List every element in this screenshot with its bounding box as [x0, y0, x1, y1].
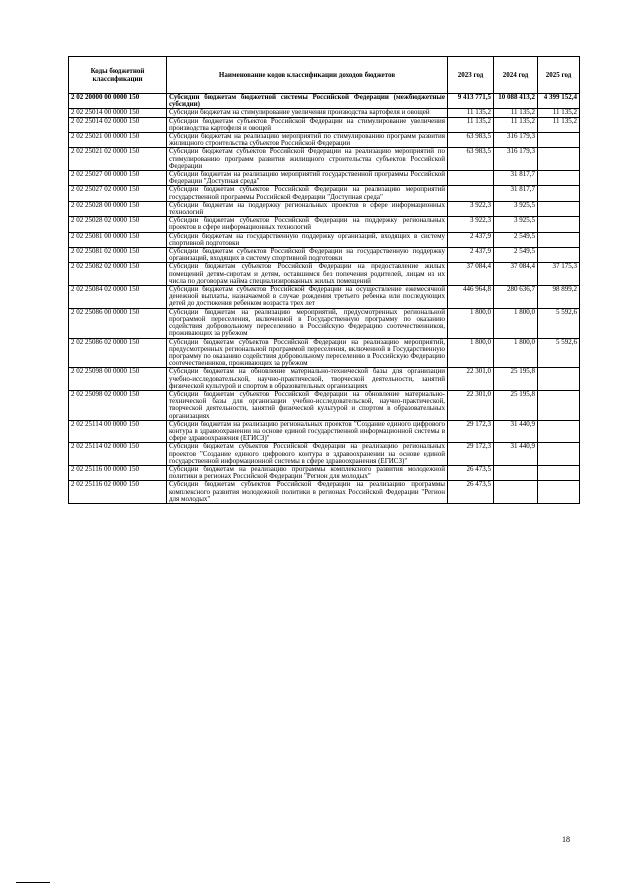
row-name: Субсидии бюджетам на реализацию мероприятий, предусмотренных региональной программой переселения, включенной в Государственную программу по оказанию содействия добровольному переселению в Российскую Федерацию соотечественников, проживающих за рубежом: [167, 308, 448, 338]
row-value-2024: 3 925,5: [494, 201, 538, 216]
row-value-2024: 2 549,5: [494, 248, 538, 263]
row-value-2023: 9 413 771,5: [448, 94, 494, 109]
row-name: Субсидии бюджетам на реализацию мероприятий государственной программы Российской Федерации "Доступная среда": [167, 171, 448, 186]
table-row: [69, 368, 580, 391]
table-row: [69, 109, 580, 117]
table-row: [69, 390, 580, 420]
row-name: Субсидии бюджетам субъектов Российской Федерации на государственную поддержку организаций, входящих в систему спортивной подготовки: [167, 248, 448, 263]
row-value-2024: 1 800,0: [494, 338, 538, 368]
row-code: 2 02 25021 00 0000 150: [69, 133, 167, 148]
row-value-2024: 3 925,5: [494, 217, 538, 232]
row-value-2025: [538, 217, 580, 232]
row-value-2025: [538, 465, 580, 480]
row-value-2025: 4 399 152,4: [538, 94, 580, 109]
row-value-2024: 316 179,3: [494, 133, 538, 148]
row-value-2025: [538, 481, 580, 504]
row-code: 2 02 25098 02 0000 150: [69, 390, 167, 420]
table-row: [69, 148, 580, 171]
row-name: Субсидии бюджетам на стимулирование увеличения производства картофеля и овощей: [167, 109, 448, 117]
header-2025: 2025 год: [538, 57, 580, 94]
row-code: 2 02 25027 00 0000 150: [69, 171, 167, 186]
row-value-2023: 3 922,3: [448, 201, 494, 216]
header-code: Коды бюджетной классификации: [69, 57, 167, 94]
row-value-2025: [538, 420, 580, 443]
row-value-2025: [538, 248, 580, 263]
row-name: Субсидии бюджетам субъектов Российской Федерации на реализацию мероприятий, предусмотренных региональной программой переселения, включенной в Государственную программу по оказанию содействия добровольному переселению в Российскую Федерацию соотечественников, проживающих за рубежом: [167, 338, 448, 368]
row-name: Субсидии бюджетам на обновление материально-технической базы для организации учебно-исследовательской, научно-практической, творческой деятельности, занятий физической культурой и спортом в образовательных организациях: [167, 368, 448, 391]
row-code: 2 02 25028 00 0000 150: [69, 201, 167, 216]
row-name: Субсидии бюджетам субъектов Российской Федерации на реализацию программы комплексного развития молодежной политики в регионах Российской Федерации "Регион для молодых": [167, 481, 448, 504]
row-name: Субсидии бюджетам на поддержку региональных проектов в сфере информационных технологий: [167, 201, 448, 216]
table-row: [69, 420, 580, 443]
row-name: Субсидии бюджетам субъектов Российской Федерации на обновление материально-технической базы для организации учебно-исследовательской, научно-практической, творческой деятельности, занятий физической культурой и спортом в образовательных организациях: [167, 390, 448, 420]
row-value-2023: [448, 171, 494, 186]
row-value-2025: 5 592,6: [538, 308, 580, 338]
row-value-2023: 63 983,5: [448, 133, 494, 148]
row-code: 2 02 25114 02 0000 150: [69, 443, 167, 466]
footer-rule: [16, 882, 50, 883]
row-code: 2 02 25082 02 0000 150: [69, 263, 167, 286]
row-value-2024: [494, 465, 538, 480]
row-value-2023: 26 473,5: [448, 465, 494, 480]
row-value-2023: 29 172,3: [448, 443, 494, 466]
row-value-2025: 98 899,2: [538, 286, 580, 309]
row-code: 2 02 25084 02 0000 150: [69, 286, 167, 309]
row-code: 2 02 25098 00 0000 150: [69, 368, 167, 391]
row-value-2023: 22 301,0: [448, 368, 494, 391]
row-name: Субсидии бюджетам на государственную поддержку организаций, входящих в систему спортивной подготовки: [167, 232, 448, 247]
table-row: [69, 338, 580, 368]
row-value-2023: 1 800,0: [448, 308, 494, 338]
row-value-2024: 31 440,9: [494, 420, 538, 443]
row-code: 2 02 25086 00 0000 150: [69, 308, 167, 338]
table-row: [69, 201, 580, 216]
row-code: 2 02 25081 02 0000 150: [69, 248, 167, 263]
header-name: Наименование кодов классификации доходов бюджетов: [167, 57, 448, 94]
row-code: 2 02 25027 02 0000 150: [69, 186, 167, 201]
row-name: Субсидии бюджетам на реализацию программы комплексного развития молодежной политики в регионах Российской Федерации "Регион для молодых": [167, 465, 448, 480]
table-row: [69, 133, 580, 148]
row-value-2025: 5 592,6: [538, 338, 580, 368]
row-value-2023: 3 922,3: [448, 217, 494, 232]
row-value-2025: [538, 232, 580, 247]
table-row: [69, 117, 580, 132]
row-value-2023: 1 800,0: [448, 338, 494, 368]
row-value-2023: 2 437,9: [448, 248, 494, 263]
page-number: 18: [562, 835, 570, 844]
row-name: Субсидии бюджетам субъектов Российской Федерации на предоставление жилых помещений детям-сиротам и детям, оставшимся без попечения родителей, лицам из их числа по договорам найма специализированных жилых помещений: [167, 263, 448, 286]
row-value-2024: 31 440,9: [494, 443, 538, 466]
table-row: [69, 481, 580, 504]
row-value-2025: [538, 368, 580, 391]
row-value-2023: [448, 186, 494, 201]
row-value-2025: [538, 201, 580, 216]
row-value-2024: 31 817,7: [494, 186, 538, 201]
row-code: 2 02 25116 02 0000 150: [69, 481, 167, 504]
table-row: [69, 286, 580, 309]
row-value-2025: [538, 171, 580, 186]
row-name: Субсидии бюджетам на реализацию региональных проектов "Создание единого цифрового контура в здравоохранении на основе единой государственной информационной системы в сфере здравоохранения (ЕГИСЗ)": [167, 420, 448, 443]
row-code: 2 02 25014 02 0000 150: [69, 117, 167, 132]
header-2024: 2024 год: [494, 57, 538, 94]
row-code: 2 02 25086 02 0000 150: [69, 338, 167, 368]
table-row: [69, 263, 580, 286]
row-value-2024: 10 088 413,2: [494, 94, 538, 109]
table-row: [69, 171, 580, 186]
table-row: [69, 94, 580, 109]
table-row: [69, 308, 580, 338]
row-value-2025: 11 135,2: [538, 109, 580, 117]
table-row: [69, 465, 580, 480]
row-value-2025: 37 175,3: [538, 263, 580, 286]
row-code: 2 02 25021 02 0000 150: [69, 148, 167, 171]
row-value-2025: 11 135,2: [538, 117, 580, 132]
row-value-2024: 1 800,0: [494, 308, 538, 338]
table-row: [69, 186, 580, 201]
header-2023: 2023 год: [448, 57, 494, 94]
row-code: 2 02 25081 00 0000 150: [69, 232, 167, 247]
table-row: [69, 217, 580, 232]
row-code: 2 02 25028 02 0000 150: [69, 217, 167, 232]
income-classification-table: [68, 56, 580, 504]
row-value-2023: 29 172,3: [448, 420, 494, 443]
table-row: [69, 443, 580, 466]
row-name: Субсидии бюджетам субъектов Российской Федерации на реализацию региональных проектов "Создание единого цифрового контура в здравоохранении на основе единой государственной информационной системы в сфере здравоохранения (ЕГИСЗ)": [167, 443, 448, 466]
row-value-2024: 31 817,7: [494, 171, 538, 186]
row-name: Субсидии бюджетам субъектов Российской Федерации на реализацию мероприятий государственной программы Российской Федерации "Доступная среда": [167, 186, 448, 201]
row-value-2023: 446 964,8: [448, 286, 494, 309]
row-value-2024: 37 084,4: [494, 263, 538, 286]
table-header-row: [69, 57, 580, 94]
row-value-2023: 26 473,5: [448, 481, 494, 504]
row-value-2023: 63 983,5: [448, 148, 494, 171]
row-value-2024: [494, 481, 538, 504]
row-value-2023: 22 301,0: [448, 390, 494, 420]
row-name: Субсидии бюджетам на реализацию мероприятий по стимулированию программ развития жилищного строительства субъектов Российской Федерации: [167, 133, 448, 148]
row-value-2024: 316 179,3: [494, 148, 538, 171]
row-name: Субсидии бюджетам субъектов Российской Федерации на поддержку региональных проектов в сфере информационных технологий: [167, 217, 448, 232]
row-name: Субсидии бюджетам субъектов Российской Федерации на стимулирование увеличения производства картофеля и овощей: [167, 117, 448, 132]
row-value-2025: [538, 443, 580, 466]
row-value-2023: 11 135,2: [448, 117, 494, 132]
row-value-2023: 2 437,9: [448, 232, 494, 247]
row-code: 2 02 25114 00 0000 150: [69, 420, 167, 443]
table-row: [69, 248, 580, 263]
row-name: Субсидии бюджетам субъектов Российской Федерации на осуществление ежемесячной денежной выплаты, назначаемой в случае рождения третьего ребенка или последующих детей до достижения ребенком возраста трех лет: [167, 286, 448, 309]
row-value-2025: [538, 186, 580, 201]
row-code: 2 02 25116 00 0000 150: [69, 465, 167, 480]
row-value-2025: [538, 390, 580, 420]
row-value-2024: 2 549,5: [494, 232, 538, 247]
row-value-2024: 11 135,2: [494, 117, 538, 132]
row-value-2024: 280 636,7: [494, 286, 538, 309]
row-name: Субсидии бюджетам субъектов Российской Федерации на реализацию мероприятий по стимулированию программ развития жилищного строительства субъектов Российской Федерации: [167, 148, 448, 171]
row-value-2024: 25 195,8: [494, 390, 538, 420]
row-code: 2 02 20000 00 0000 150: [69, 94, 167, 109]
row-value-2025: [538, 133, 580, 148]
row-value-2023: 11 135,2: [448, 109, 494, 117]
row-value-2024: 11 135,2: [494, 109, 538, 117]
table-row: [69, 232, 580, 247]
row-value-2024: 25 195,8: [494, 368, 538, 391]
row-name: Субсидии бюджетам бюджетной системы Российской Федерации (межбюджетные субсидии): [167, 94, 448, 109]
row-value-2025: [538, 148, 580, 171]
row-value-2023: 37 084,4: [448, 263, 494, 286]
row-code: 2 02 25014 00 0000 150: [69, 109, 167, 117]
